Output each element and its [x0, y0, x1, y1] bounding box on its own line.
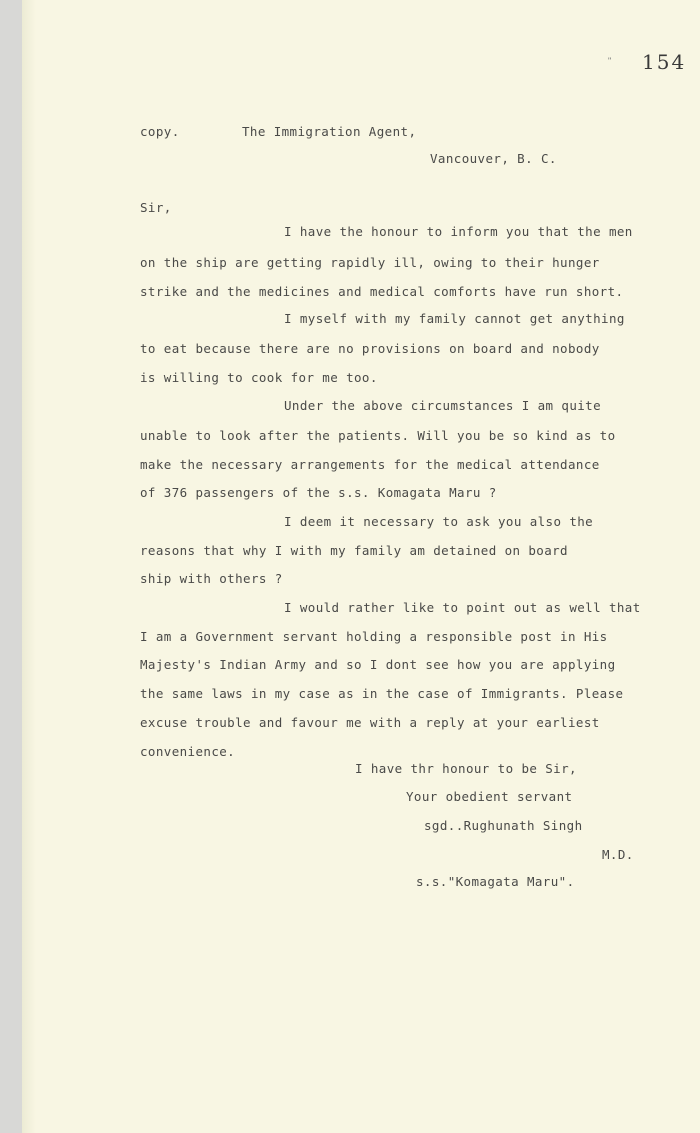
body-line: ship with others ?	[140, 571, 283, 586]
body-line: I deem it necessary to ask you also the	[284, 514, 594, 529]
body-line: I myself with my family cannot get anything	[284, 311, 625, 326]
body-line: is willing to cook for me too.	[140, 370, 378, 385]
page-number: 154	[642, 50, 687, 74]
salutation: Sir,	[140, 200, 172, 215]
body-line: make the necessary arrangements for the medical attendance	[140, 457, 600, 472]
credentials-line: M.D.	[602, 847, 634, 862]
body-line: I have the honour to inform you that the men	[284, 224, 633, 239]
body-line: convenience.	[140, 744, 236, 759]
closing-line: I have thr honour to be Sir,	[355, 761, 577, 776]
body-line: to eat because there are no provisions on board and nobody	[140, 341, 600, 356]
closing-line: Your obedient servant	[406, 789, 573, 804]
addressee: The Immigration Agent,	[242, 124, 417, 139]
ship-line: s.s."Komagata Maru".	[416, 874, 575, 889]
body-line: excuse trouble and favour me with a reply at your earliest	[140, 715, 600, 730]
body-line: strike and the medicines and medical comforts have run short.	[140, 284, 624, 299]
document-page	[22, 0, 700, 1133]
body-line: on the ship are getting rapidly ill, owing to their hunger	[140, 255, 600, 270]
body-line: unable to look after the patients. Will you be so kind as to	[140, 428, 616, 443]
location: Vancouver, B. C.	[430, 151, 557, 166]
body-line: Under the above circumstances I am quite	[284, 398, 602, 413]
copy-label: copy.	[140, 124, 180, 139]
body-line: the same laws in my case as in the case of Immigrants. Please	[140, 686, 624, 701]
body-line: I am a Government servant holding a responsible post in His	[140, 629, 608, 644]
marginal-mark: "	[608, 56, 612, 66]
body-line: I would rather like to point out as well that	[284, 600, 641, 615]
body-line: Majesty's Indian Army and so I dont see how you are applying	[140, 657, 616, 672]
body-line: reasons that why I with my family am detained on board	[140, 543, 568, 558]
body-line: of 376 passengers of the s.s. Komagata Maru ?	[140, 485, 497, 500]
signature-line: sgd..Rughunath Singh	[424, 818, 583, 833]
